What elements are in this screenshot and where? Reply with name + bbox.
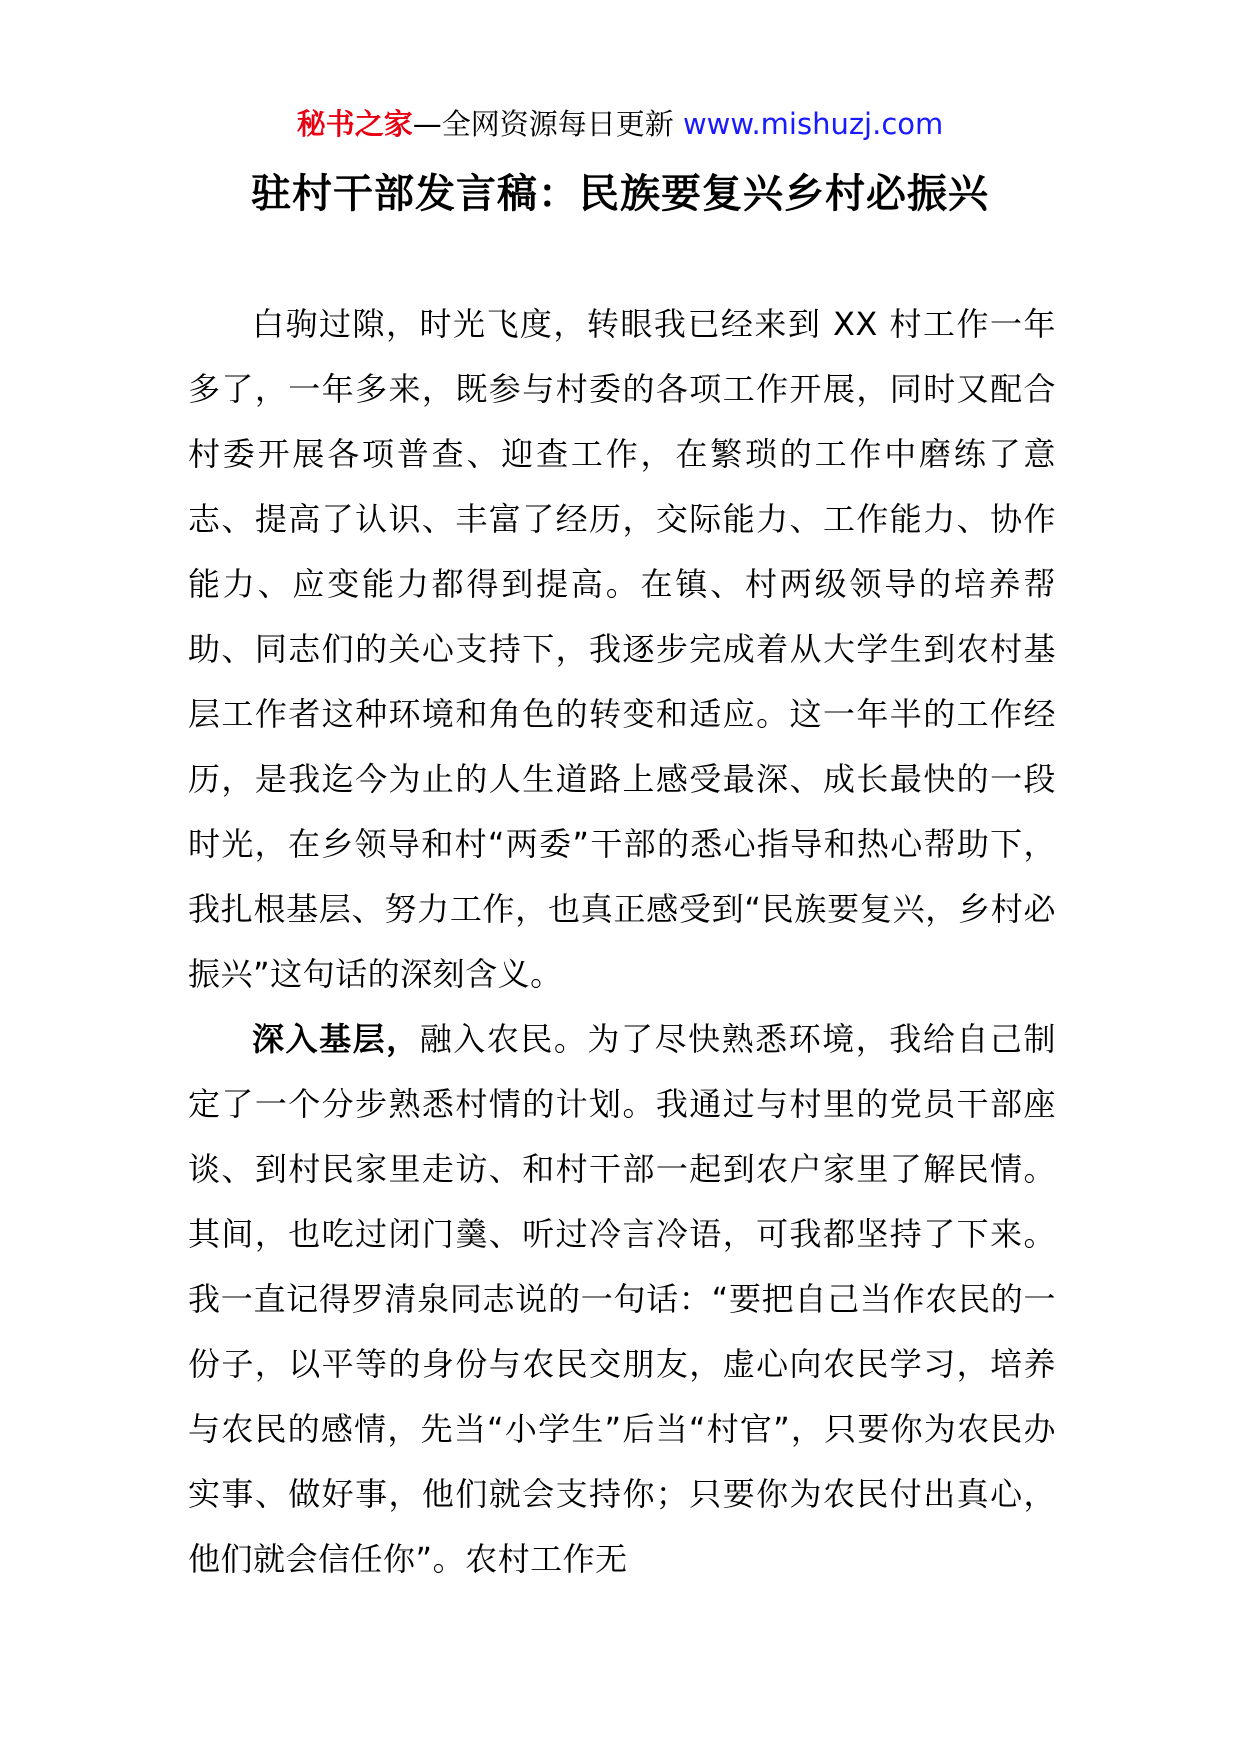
paragraph-text: 白驹过隙，时光飞度，转眼我已经来到 XX 村工作一年多了，一年多来，既参与村委的各项工作开展，同时又配合村委开展各项普查、迎查工作，在繁琐的工作中磨练了意志、提高了认识、丰富了经历，交际能力、工作能力、协作能力、应变能力都得到提高。在镇、村两级领导的培养帮助、同志们的关心支持下，我逐步完成着从大学生到农村基层工作者这种环境和角色的转变和适应。这一年半的工作经历，是我迄今为止的人生道路上感受最深、成长最快的一段时光，在乡领导和村“两委”干部的悉心指导和热心帮助下，我扎根基层、努力工作，也真正感受到“民族要复兴，乡村必振兴”这句话的深刻含义。 xyxy=(188,305,1056,993)
site-header xyxy=(0,100,1240,148)
paragraph xyxy=(188,1007,1056,1592)
site-url-link[interactable]: www.mishuzj.com xyxy=(682,107,944,141)
brand-name: 秘书之家 xyxy=(296,107,413,141)
document-body xyxy=(188,292,1056,1602)
document-title: 驻村干部发言稿：民族要复兴乡村必振兴 xyxy=(251,171,989,217)
paragraph-text: 融入农民。为了尽快熟悉环境，我给自己制定了一个分步熟悉村情的计划。我通过与村里的党员干部座谈、到村民家里走访、和村干部一起到农户家里了解民情。其间，也吃过闭门羹、听过冷言冷语，可我都坚持了下来。我一直记得罗清泉同志说的一句话：“要把自己当作农民的一份子，以平等的身份与农民交朋友，虚心向农民学习，培养与农民的感情，先当“小学生”后当“村官”，只要你为农民办实事、做好事，他们就会支持你；只要你为农民付出真心，他们就会信任你”。农村工作无 xyxy=(188,1020,1056,1578)
paragraph-lead: 深入基层， xyxy=(252,1020,420,1058)
paragraph xyxy=(188,292,1056,1007)
header-tagline: —全网资源每日更新 xyxy=(412,107,683,141)
